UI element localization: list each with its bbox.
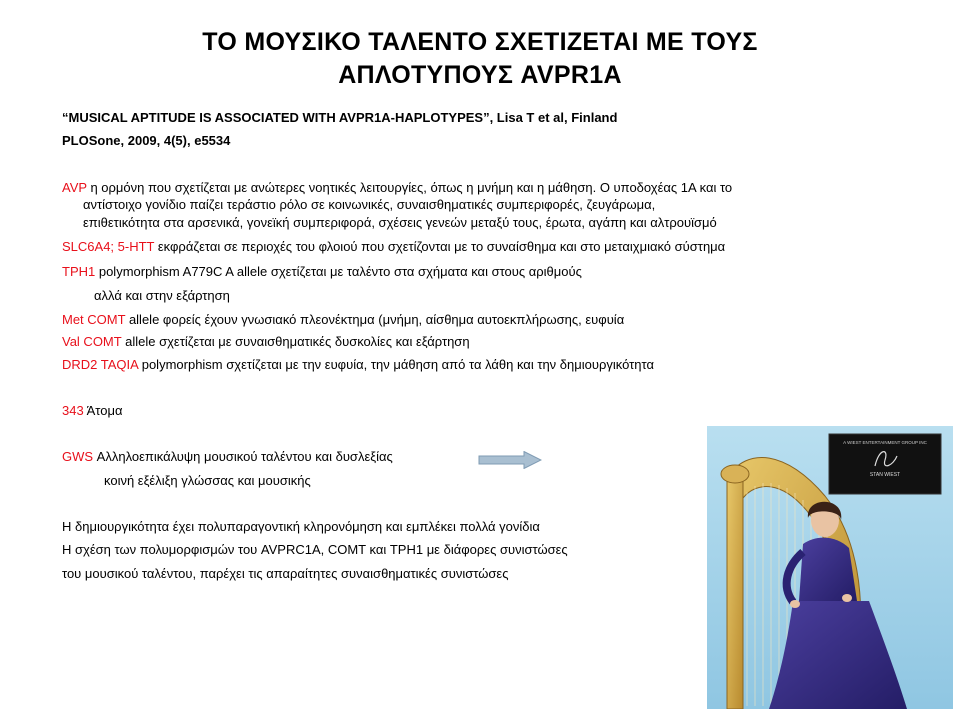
gws-text: Αλληλοεπικάλυψη μουσικού ταλέντου και δυσλεξίας (93, 449, 393, 464)
tph-entry (62, 264, 582, 280)
slc-entry (62, 239, 725, 255)
drd-entry (62, 357, 654, 373)
slc-text: εκφράζεται σε περιοχές του φλοιού που σχετίζονται με το συναίσθημα και στο μεταιχμιακό σύστημα (154, 239, 726, 254)
card-header: A WIEST ENTERTAINMENT GROUP INC (843, 440, 927, 445)
slide-title (60, 26, 900, 92)
met-entry (62, 312, 624, 328)
right-arrow-icon (478, 451, 542, 469)
harpist-photo (707, 426, 953, 709)
closing-line-1: Η δημιουργικότητα έχει πολυπαραγοντική κληρονόμηση και εμπλέκει πολλά γονίδια (62, 519, 540, 534)
card-name: STAN WIEST (869, 472, 901, 478)
reference-journal: PLOSone, 2009, 4(5), e5534 (62, 133, 231, 148)
avp-entry (62, 180, 732, 196)
avp-line-3: επιθετικότητα στα αρσενικά, γονεϊκή συμπεριφορά, σχέσεις γενεών μεταξύ τους, έρωτα, αγάπη και αλτρουϊσμό (83, 215, 717, 230)
title-line-1: ΤΟ ΜΟΥΣΙΚΟ ΤΑΛΕΝΤΟ ΣΧΕΤΙΖΕΤΑΙ ΜΕ ΤΟΥΣ (202, 28, 758, 56)
met-text: allele φορείς έχουν γνωσιακό πλεονέκτημα (μνήμη, αίσθημα αυτοεκπλήρωσης, ευφυία (125, 312, 625, 327)
drd-term: DRD2 TAQIA (62, 357, 139, 372)
val-text: allele σχετίζεται με συναισθηματικές δυσκολίες και εξάρτηση (121, 334, 470, 349)
avp-line-2: αντίστοιχο γονίδιο παίζει τεράστιο ρόλο σε κοινωνικές, συναισθηματικές συμπεριφορές, ζευγάρωμα, (83, 197, 656, 212)
val-term: Val COMT (62, 334, 122, 349)
val-entry (62, 334, 470, 350)
slc-term: SLC6A4; 5-HTT (62, 239, 155, 254)
count-term: 343 (62, 403, 84, 418)
drd-text: polymorphism σχετίζεται με την ευφυία, την μάθηση από τα λάθη και την δημιουργικότητα (138, 357, 654, 372)
tph-text: polymorphism A779C A allele σχετίζεται με ταλέντο στα σχήματα και στους αριθμούς (95, 264, 582, 279)
count-entry (62, 403, 122, 419)
tph-term: TPH1 (62, 264, 96, 279)
tph-line-2: αλλά και στην εξάρτηση (94, 288, 230, 303)
title-line-2: ΑΠΛΟΤΥΠΟΥΣ AVPR1A (338, 61, 622, 89)
closing-line-2: Η σχέση των πολυμορφισμών του AVPRC1A, COMT και TPH1 με διάφορες συνιστώσες (62, 542, 568, 557)
gws-entry (62, 449, 393, 465)
gws-term: GWS (62, 449, 94, 464)
closing-line-3: του μουσικού ταλέντου, παρέχει τις απαραίτητες συναισθηματικές συνιστώσες (62, 566, 509, 581)
avp-text: η ορμόνη που σχετίζεται με ανώτερες νοητικές λειτουργίες, όπως η μνήμη και η μάθηση. Ο υποδοχέας 1Α και το (86, 180, 733, 195)
count-text: Άτομα (83, 403, 123, 418)
reference-citation: “MUSICAL APTITUDE IS ASSOCIATED WITH AVPR1A-HAPLOTYPES”, Lisa T et al, Finland (62, 110, 618, 125)
gws-line-2: κοινή εξέλιξη γλώσσας και μουσικής (104, 473, 311, 488)
avp-term: AVP (62, 180, 87, 195)
met-term: Met COMT (62, 312, 126, 327)
